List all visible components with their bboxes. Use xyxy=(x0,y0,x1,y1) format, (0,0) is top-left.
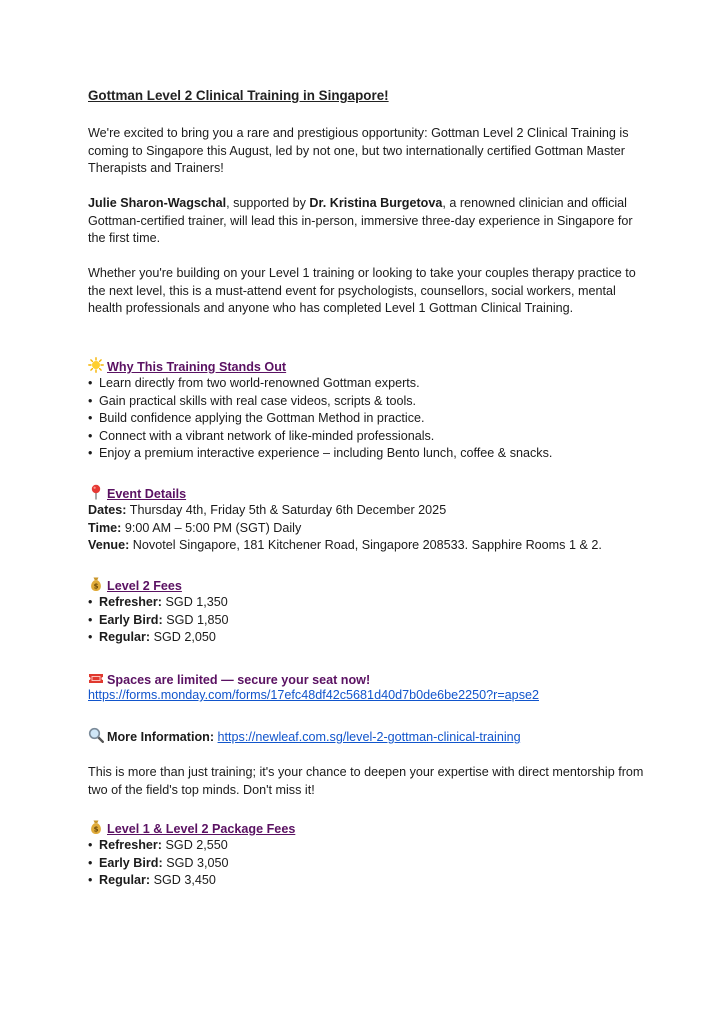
fee-value: SGD 2,050 xyxy=(153,630,216,645)
more-info-link[interactable]: https://newleaf.com.sg/level-2-gottman-clinical-training xyxy=(217,730,521,744)
fees-heading xyxy=(88,576,182,595)
list-item-text: Build confidence applying the Gottman Method in practice. xyxy=(99,411,425,426)
time-value: 9:00 AM – 5:00 PM (SGT) Daily xyxy=(124,520,302,535)
ticket-icon xyxy=(88,670,104,686)
event-heading-text[interactable]: Event Details xyxy=(107,487,187,501)
dates-value: Thursday 4th, Friday 5th & Saturday 6th December 2025 xyxy=(129,503,447,517)
fee-label: Regular: xyxy=(99,873,151,888)
pin-icon xyxy=(88,484,104,500)
fees-heading-text[interactable]: Level 2 Fees xyxy=(107,579,182,593)
list-item-text: Learn directly from two world-renowned Gottman experts. xyxy=(99,376,420,390)
package-heading-text[interactable]: Level 1 & Level 2 Package Fees xyxy=(107,822,296,836)
list-item: • Refresher: SGD 2,550 xyxy=(88,838,228,852)
list-item: • Early Bird: SGD 3,050 xyxy=(88,855,229,870)
fee-value: SGD 1,350 xyxy=(165,595,228,609)
package-heading xyxy=(88,819,295,838)
trainer-name-2: Dr. Kristina Burgetova xyxy=(309,196,443,210)
page-title: Gottman Level 2 Clinical Training in Singapore! xyxy=(88,88,389,103)
fee-label: Regular: xyxy=(99,630,151,645)
registration-link[interactable]: https://forms.monday.com/forms/17efc48df42c5681d40d7b0de6be2250?r=apse2 xyxy=(88,688,539,702)
more-info-line xyxy=(88,727,521,746)
fee-value: SGD 2,550 xyxy=(165,838,228,852)
fee-value: SGD 3,450 xyxy=(153,873,216,888)
list-item: • Build confidence applying the Gottman Method in practice. xyxy=(88,411,425,426)
list-item: • Regular: SGD 3,450 xyxy=(88,873,216,888)
sun-icon xyxy=(88,357,104,373)
event-venue xyxy=(88,537,602,555)
event-details xyxy=(88,502,602,555)
audience-paragraph: Whether you're building on your Level 1 training or looking to take your couples therapy practice to the next level, this is a must-attend event for psychologists, counsellors, social workers, mental health professionals and anyone who has completed Level 1 Gottman Clinical Training. xyxy=(88,266,636,315)
why-list xyxy=(88,375,648,463)
trainer-name-1: Julie Sharon-Wagschal xyxy=(88,196,227,210)
list-item: • Connect with a vibrant network of like-minded professionals. xyxy=(88,428,435,443)
list-item: • Refresher: SGD 1,350 xyxy=(88,595,228,609)
event-dates xyxy=(88,502,602,520)
trainers-rest: , a renowned clinician and official Gottman-certified trainer, will lead this in-person, immersive three-day experience in Singapore for the first time. xyxy=(88,196,633,245)
magnifier-icon xyxy=(88,727,104,743)
list-item: • Early Bird: SGD 1,850 xyxy=(88,612,229,627)
time-label: Time: xyxy=(88,520,122,535)
intro-paragraph: We're excited to bring you a rare and prestigious opportunity: Gottman Level 2 Clinical Training is coming to Singapore this August, led by not one, but two internationally certified Gottman Master Therapists and Trainers! xyxy=(88,126,629,175)
dates-label: Dates: xyxy=(88,503,127,517)
list-item: • Gain practical skills with real case videos, scripts & tools. xyxy=(88,393,417,408)
venue-value: Novotel Singapore, 181 Kitchener Road, Singapore 208533. Sapphire Rooms 1 & 2. xyxy=(132,538,602,553)
register-heading-text: Spaces are limited — secure your seat now! xyxy=(107,673,371,687)
fees-list xyxy=(88,594,648,647)
why-heading-text[interactable]: Why This Training Stands Out xyxy=(107,360,287,374)
money-bag-icon xyxy=(88,576,104,592)
money-bag-icon xyxy=(88,819,104,835)
fee-label: Refresher: xyxy=(99,838,162,852)
list-item-text: Gain practical skills with real case videos, scripts & tools. xyxy=(99,393,417,408)
list-item: • Regular: SGD 2,050 xyxy=(88,630,216,645)
closing-paragraph: This is more than just training; it's your chance to deepen your expertise with direct mentorship from two of the field's top minds. Don't miss it! xyxy=(88,765,644,797)
trainers-paragraph xyxy=(88,195,648,248)
why-heading xyxy=(88,357,286,376)
svg-text:$: $ xyxy=(93,582,99,591)
list-item-text: Connect with a vibrant network of like-minded professionals. xyxy=(99,428,435,443)
fee-label: Refresher: xyxy=(99,595,162,609)
event-heading xyxy=(88,484,186,503)
register-heading xyxy=(88,670,370,689)
more-info-label: More Information: xyxy=(107,730,215,744)
fee-value: SGD 1,850 xyxy=(166,612,229,627)
event-time xyxy=(88,520,602,538)
list-item: • Learn directly from two world-renowned Gottman experts. xyxy=(88,376,420,390)
list-item-text: Enjoy a premium interactive experience – including Bento lunch, coffee & snacks. xyxy=(99,446,553,461)
fee-value: SGD 3,050 xyxy=(166,855,229,870)
package-list xyxy=(88,837,648,890)
trainers-mid: , supported by xyxy=(226,196,310,210)
svg-text:$: $ xyxy=(93,825,99,834)
fee-label: Early Bird: xyxy=(99,855,163,870)
fee-label: Early Bird: xyxy=(99,612,163,627)
list-item: • Enjoy a premium interactive experience – including Bento lunch, coffee & snacks. xyxy=(88,446,553,461)
venue-label: Venue: xyxy=(88,538,130,553)
